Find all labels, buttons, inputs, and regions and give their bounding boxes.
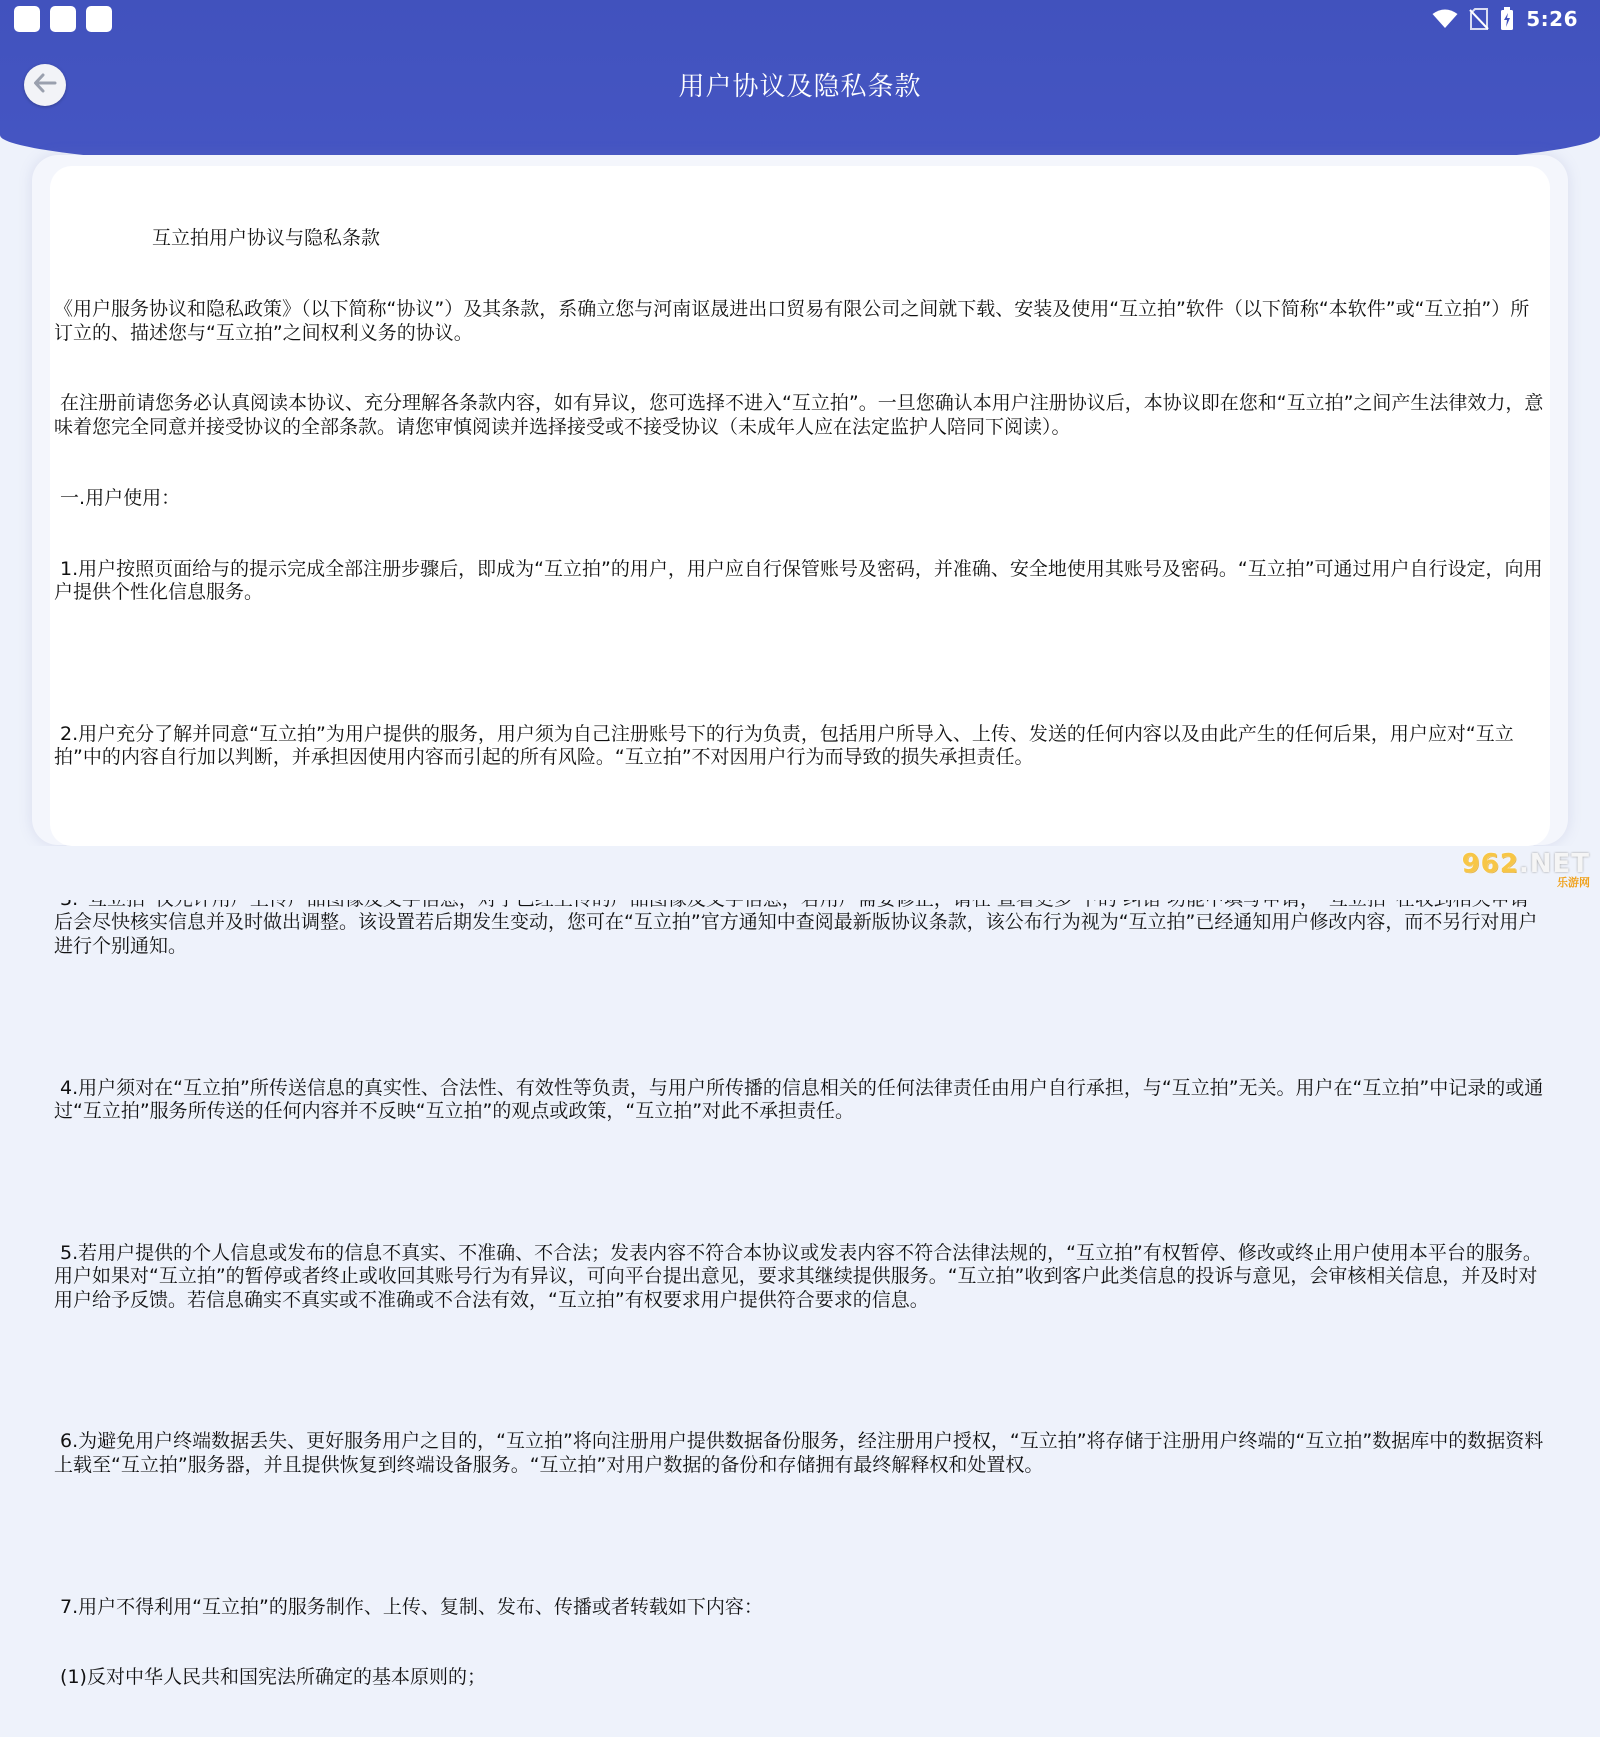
status-bar [0, 0, 1600, 38]
paragraph-gap [54, 1525, 1546, 1549]
bottom-strip [0, 846, 1600, 900]
watermark-sub: 乐游网 [1557, 876, 1590, 889]
app-square-icon [86, 6, 112, 32]
paragraph: 《用户服务协议和隐私政策》（以下简称“协议”）及其条款，系确立您与河南讴晟进出口贸易有限公司之间就下载、安装及使用“互立拍”软件（以下简称“本软件”或“互立拍”）所订立的、描述您与“互立拍”之间权利义务的协议。 [54, 297, 1530, 344]
paragraph: 7.用户不得利用“互立拍”的服务制作、上传、复制、发布、传播或者转载如下内容： [54, 1595, 763, 1618]
wifi-icon [1432, 9, 1458, 29]
status-time: 5:26 [1526, 7, 1578, 31]
paragraph: (1)反对中华人民共和国宪法所确定的基本原则的； [54, 1666, 486, 1689]
paragraph-gap [54, 817, 1546, 841]
paragraph: 后会尽快核实信息并及时做出调整。该设置若后期发生变动，您可在“互立拍”官方通知中查阅最新版协议条款，该公布行为视为“互立拍”已经通知用户修改内容，而不另行对用户进行个别通知。 [54, 911, 1538, 957]
page-title: 用户协议及隐私条款 [678, 72, 922, 102]
paragraph: 1.用户按照页面给与的提示完成全部注册步骤后，即成为“互立拍”的用户，用户应自行保管账号及密码，并准确、安全地使用其账号及密码。“互立拍”可通过用户自行设定，向用户提供个性化信息服务。 [54, 557, 1543, 604]
app-square-icon [14, 6, 40, 32]
paragraph: 4.用户须对在“互立拍”所传送信息的真实性、合法性、有效性等负责，与用户所传播的信息相关的任何法律责任由用户自行承担，与“互立拍”无关。用户在“互立拍”中记录的或通过“互立拍”服务所传送的任何内容并不反映“互立拍”的观点或政策，“互立拍”对此不承担责任。 [54, 1076, 1544, 1123]
battery-charging-icon [1500, 7, 1514, 31]
paragraph: 2.用户充分了解并同意“互立拍”为用户提供的服务，用户须为自己注册账号下的行为负责，包括用户所导入、上传、发送的任何内容以及由此产生的任何后果，用户应对“互立拍”中的内容自行加以判断，并承担因使用内容而引起的所有风险。“互立拍”不对因用户行为而导致的损失承担责任。 [54, 722, 1514, 769]
document-title: 互立拍用户协议与隐私条款 [152, 227, 381, 250]
watermark-main: 962 [1461, 849, 1519, 879]
paragraph-gap [54, 1360, 1546, 1384]
paragraph-gap [54, 1006, 1546, 1030]
paragraph-gap [54, 652, 1546, 676]
paragraph: 6.为避免用户终端数据丢失、更好服务用户之目的，“互立拍”将向注册用户提供数据备份服务，经注册用户授权，“互立拍”将存储于注册用户终端的“互立拍”数据库中的数据资料上载至“互立拍”服务器，并且提供恢复到终端设备服务。“互立拍”对用户数据的备份和存储拥有最终解释权和处置权。 [54, 1430, 1544, 1477]
app-square-icon [50, 6, 76, 32]
paragraph: 5.若用户提供的个人信息或发布的信息不真实、不准确、不合法；发表内容不符合本协议或发表内容不符合法律法规的，“互立拍”有权暂停、修改或终止用户使用本平台的服务。用户如果对“互立拍”的暂停或者终止或收回其账号行为有异议，可向平台提出意见，要求其继续提供服务。“互立拍”收到客户此类信息的投诉与意见，会审核相关信息，并及时对用户给予反馈。若信息确实不真实或不准确或不合法有效，“互立拍”有权要求用户提供符合要求的信息。 [54, 1241, 1542, 1311]
site-watermark-logo [1450, 850, 1590, 892]
no-sim-icon [1470, 8, 1488, 30]
paragraph: 在注册前请您务必认真阅读本协议、充分理解各条款内容，如有异议，您可选择不进入“互立拍”。一旦您确认本用户注册协议后，本协议即在您和“互立拍”之间产生法律效力，意味着您完全同意并接受协议的全部条款。请您审慎阅读并选择接受或不接受协议（未成年人应在法定监护人陪同下阅读）。 [54, 392, 1544, 438]
paragraph-gap [54, 1171, 1546, 1195]
section-heading: 一.用户使用： [54, 486, 181, 509]
watermark-suffix: .NET [1518, 849, 1590, 879]
